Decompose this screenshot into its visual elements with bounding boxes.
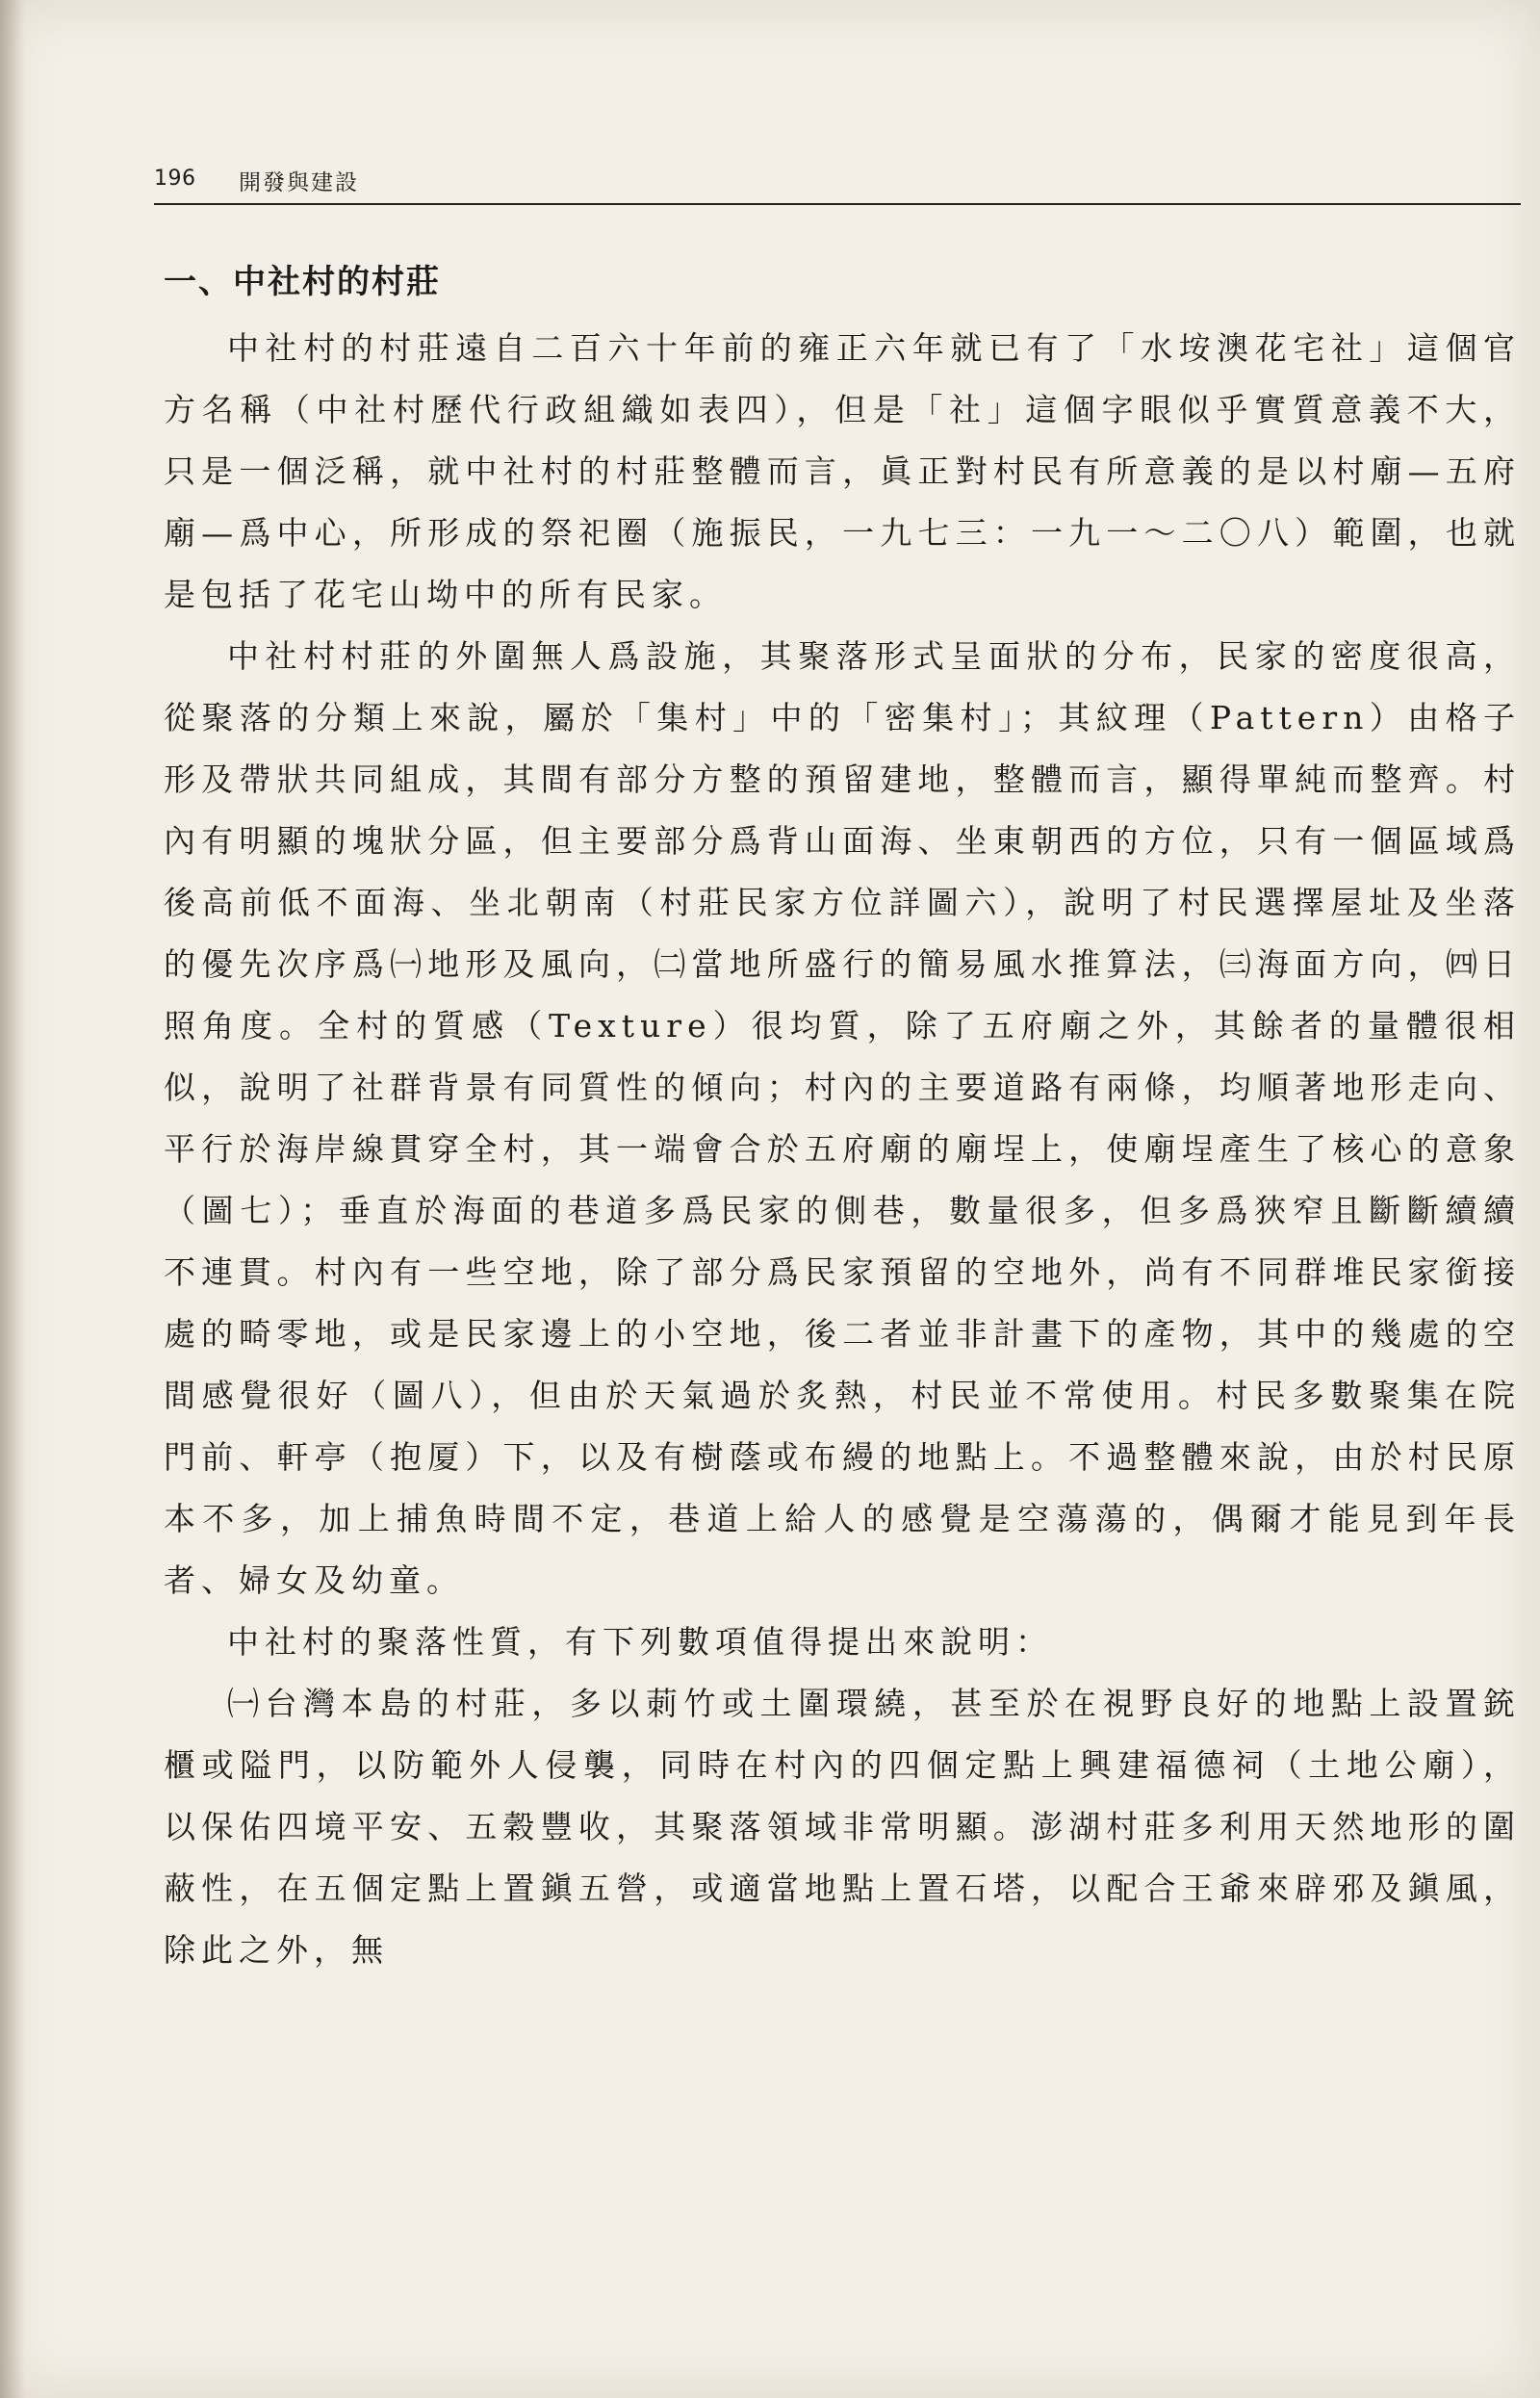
running-title: 開發與建設 xyxy=(239,170,359,195)
paragraph-settlement-form: 中社村村莊的外圍無人爲設施，其聚落形式呈面狀的分布，民家的密度很高，從聚落的分類上來說，屬於「集村」中的「密集村」；其紋理（Pattern）由格子形及帶狀共同組成，其間有部分方整的預留建地，整體而言，顯得單純而整齊。村內有明顯的塊狀分區，但主要部分爲背山面海、坐東朝西的方位，只有一個區域爲後高前低不面海、坐北朝南（村莊民家方位詳圖六），說明了村民選擇屋址及坐落的優先次序爲㈠地形及風向，㈡當地所盛行的簡易風水推算法，㈢海面方向，㈣日照角度。全村的質感（Texture）很均質，除了五府廟之外，其餘者的量體很相似，說明了社群背景有同質性的傾向；村內的主要道路有兩條，均順著地形走向、平行於海岸線貫穿全村，其一端會合於五府廟的廟埕上，使廟埕產生了核心的意象（圖七）；垂直於海面的巷道多爲民家的側巷，數量很多，但多爲狹窄且斷斷續續不連貫。村內有一些空地，除了部分爲民家預留的空地外，尚有不同群堆民家銜接處的畸零地，或是民家邊上的小空地，後二者並非計畫下的產物，其中的幾處的空間感覺很好（圖八），但由於天氣過於炙熱，村民並不常使用。村民多數聚集在院門前、軒亭（抱厦）下，以及有樹蔭或布縵的地點上。不過整體來說，由於村民原本不多，加上捕魚時間不定，巷道上給人的感覺是空蕩蕩的，偶爾才能見到年長者、婦女及幼童。 xyxy=(164,637,1521,1599)
page-gutter-shadow xyxy=(0,0,25,2398)
paragraph-property-1: ㈠台灣本島的村莊，多以莿竹或土圍環繞，甚至於在視野良好的地點上設置銃櫃或隘門，以防範外人侵襲，同時在村內的四個定點上興建福德祠（土地公廟），以保佑四境平安、五穀豐收，其聚落領域非常明顯。澎湖村莊多利用天然地形的圍蔽性，在五個定點上置鎭五營，或適當地點上置石塔，以配合王爺來辟邪及鎭風，除此之外，無 xyxy=(164,1685,1521,1969)
page-number: 196 xyxy=(154,167,196,191)
paragraph-intro: 中社村的村莊遠自二百六十年前的雍正六年就已有了「水垵澳花宅社」這個官方名稱（中社村歷代行政組織如表四），但是「社」這個字眼似乎實質意義不大，只是一個泛稱，就中社村的村莊整體而言，眞正對村民有所意義的是以村廟—五府廟—爲中心，所形成的祭祀圈（施振民，一九七三：一九一～二〇八）範圍，也就是包括了花宅山坳中的所有民家。 xyxy=(164,329,1521,613)
paragraph-properties-lead: 中社村的聚落性質，有下列數項值得提出來說明： xyxy=(227,1623,1053,1661)
section-heading: 一、中社村的村莊 xyxy=(164,263,441,301)
running-header xyxy=(154,159,1521,205)
page-body xyxy=(164,258,1521,1981)
